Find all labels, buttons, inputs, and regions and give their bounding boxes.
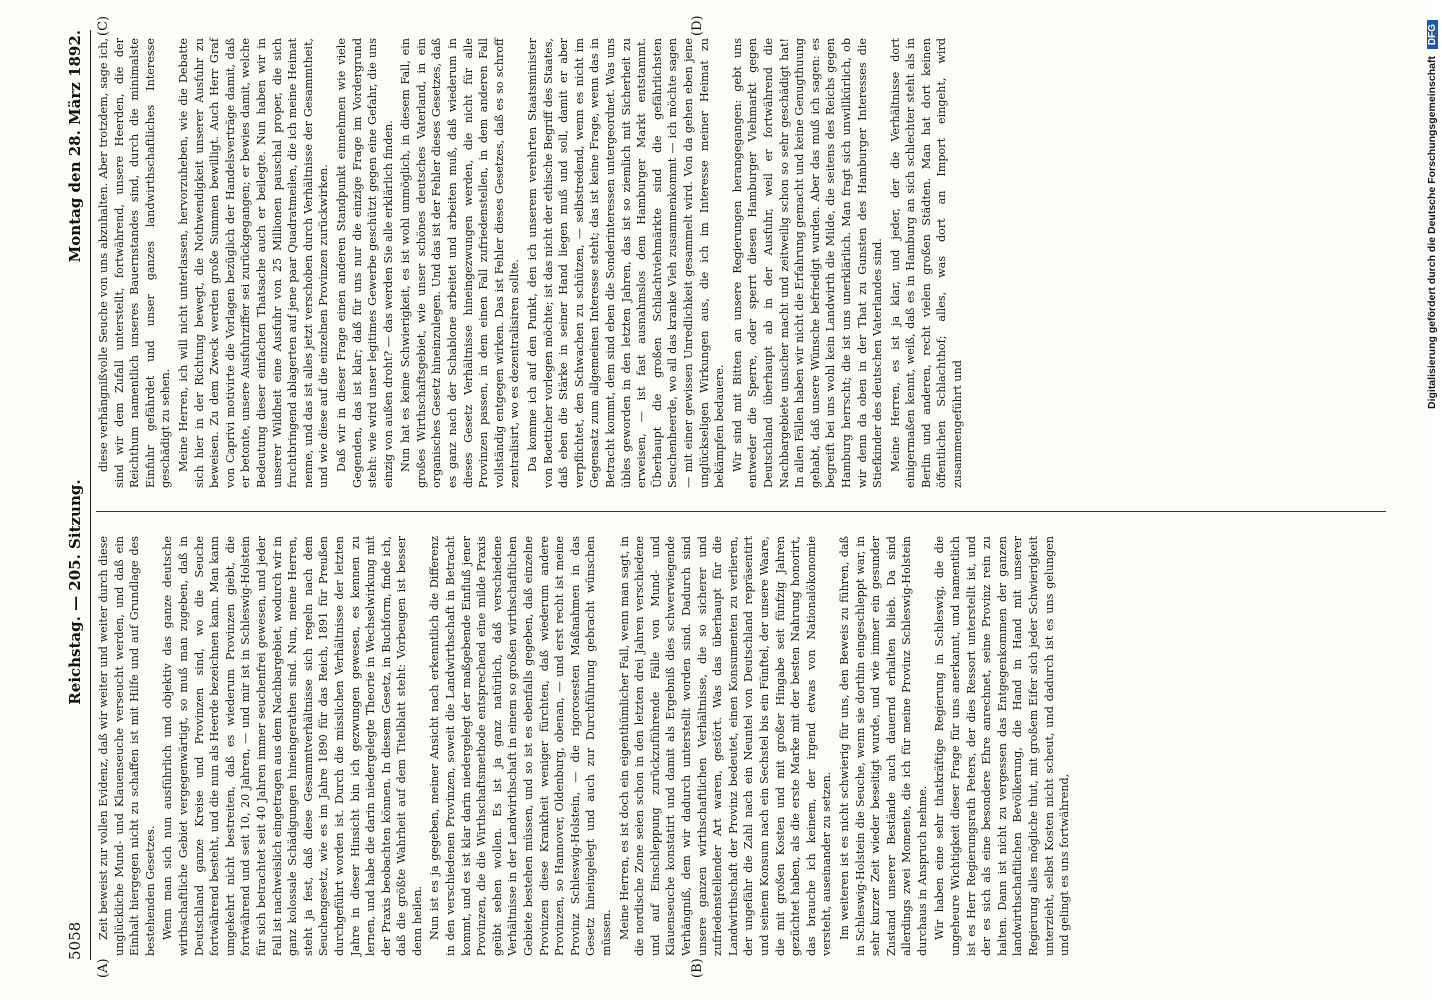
page-number: 5058	[66, 921, 84, 960]
page-header	[62, 30, 88, 960]
paragraph: diese verhängnißvolle Seuche von uns abzuhalten. Aber trotzdem, sage ich, sind wir dem Zufall unterstellt, fortwährend, unsere Heerden, die der Reichthum namentlich unseres Bauernstandes sind, durch die minimalste Einfuhr gefährdet und unser ganzes landwirthschaftliches Interesse geschädigt zu sehen.	[97, 38, 173, 488]
text-column-left	[96, 536, 1416, 956]
paragraph: Wenn man sich nun ausführlich und objektiv das ganze deutsche wirthschaftliche Gebiet vergegenwärtigt, so muß man zugeben, daß in Deutschland ganze Kreise und Provinzen sind, wo die Seuche fortwährend besteht, und die nun als Heerde bezeichnen kann. Man kann umgekehrt nicht bestreiten, daß es wiederum Provinzen giebt, die fortwährend und seit 10, 20 Jahren, — und mir ist in Schleswig-Holstein für sich betrachtet seit 40 Jahren immer seuchenfrei gewesen, und jeder Fall ist nachweislich eingetragen aus dem Nachbargebiet, wodurch wir in ganz kolossale Schädigungen hineingerathen sind. Nun, meine Herren, steht ja fest, daß diese Gesammtverhältnisse sich regeln nach dem Seuchengesetz, wie es im Jahre 1890 für das Reich, 1891 für Preußen durchgeführt worden ist. Durch die misslichen Verhältnisse der letzten Jahre in dieser Hinsicht bin ich gezwungen gewesen, es kennen zu lernen, und habe die darin niedergelegte Theorie in Wechselwirkung mit der Praxis beobachten können. In diesem Gesetz, in Buchform, finde ich, daß die größte Wahrheit auf dem Titelblatt steht: Vorbeugen ist besser denn heilen.	[161, 536, 424, 956]
paragraph: Nun ist es ja gegeben, meiner Ansicht nach erkenntlich die Differenz in den verschiedenen Provinzen, soweit die Landwirthschaft in Betracht kommt, und es ist klar darin niedergelegt der maßgebende Einfluß jener Provinzen, die die Wirthschaftsmethode entsprechend eine milde Praxis geübt sehen wollen. Es ist ja ganz natürlich, daß verschiedene Verhältnisse in der Landwirthschaft in einem so großen wirthschaftlichen Gebiete bestehen müssen, und so ist es ebenfalls gegeben, daß einzelne Provinzen diese Krankheit weniger fürchten, daß wiederum andere Provinzen, so Hannover, Oldenburg, obenan, — und erst recht ist meine Provinz Schleswig-Holstein, — die rigorosesten Maßnahmen in das Gesetz hineingelegt und auch zur Durchführung gebracht wünschen müssen.	[428, 536, 613, 956]
paragraph: Im weiteren ist es nicht schwierig für uns, den Beweis zu führen, daß in Schleswig-Holstein die Seuche, wenn sie dorthin eingeschleppt war, in sehr kurzer Zeit wieder beseitigt wurde, und wie immer ein gesunder Zustand unserer Bestände auch dauernd erhalten blieb. Da sind allerdings zwei Momente, die ich für meine Provinz Schleswig-Holstein durchaus in Anspruch nehme.	[837, 536, 929, 956]
marker-d: (D)	[690, 15, 705, 36]
paragraph: Meine Herren, ich will nicht unterlassen, hervorzuheben, wie die Debatte sich hier in der Richtung bewegt, die Nothwendigkeit unserer Ausfuhr zu beweisen. Zu dem Zweck werden große Summen bewilligt. Auch Herr Graf von Caprivi motivirte die Vorlagen bezüglich der Handelsverträge damit, daß er betonte, unsere Ausfuhrziffer sei zurückgegangen; er bewies damit, welche Bedeutung dieser einfachen Thatsache auch er beilegte. Nun haben wir in unserer Wildheit eine Ausfuhr von 25 Millionen pauschal proper, die sich fruchtbringend ablagerten auf jene paar Quadratmeilen, die ich meine Heimat nenne, und das ist alles jetzt verschoben durch Verhältnisse der Gesammtheit, und wie diese auf die einzelnen Provinzen zurückwirken.	[176, 38, 331, 488]
marker-b: (B)	[690, 958, 705, 978]
session-title: Reichstag. — 205. Sitzung.	[66, 479, 84, 705]
paragraph: Wir sind mit Bitten an unsere Regierungen herangegangen: gebt uns entweder die Sperre, oder sperrt diesen Hamburger Viehmarkt gegen Deutschland überhaupt ab in der Ausfuhr, weil er fortwährend die Nachbargebiete unsicher macht und zeitweilig schon so sehr geschädigt hat! In allen Fällen haben wir nicht die Erfahrung gemacht und keine Genugthuung gehabt, daß unsere Wünsche befriedigt wurden. Aber das muß ich sagen: es begreift bei uns wohl kein Landwirth die Milde, die seitens des Reichs gegen Hamburg herrscht; die ist uns unerklärlich. Man fragt sich unwillkürlich, ob wir denn da oben in der That zu Gunsten des Hamburger Interesses die Stiefkinder des deutschen Vaterlandes sind.	[730, 38, 885, 488]
digitization-footer	[1410, 20, 1438, 980]
paragraph: Da komme ich auf den Punkt, den ich unserem verehrten Staatsminister von Boetticher vorlegen möchte; ist das nicht der ethische Begriff des Staates, daß eben die Stärke in seiner Hand liegen muß und soll, damit er aber verpflichtet, den Schwachen zu schützen, — selbstredend, wenn es nicht im Gegensatz zum allgemeinen Interesse steht; das ist keine Frage, wenn das in Betracht kommt, dem sind eben die Sonderinteressen untergeordnet. Was uns übles geworden in den letzten Jahren, das ist so ziemlich mit Sicherheit zu erweisen, — ist fast ausnahmslos dem Hamburger Markt entstammt. Überhaupt die großen Schlachtviehmärkte sind die gefährlichsten Seuchenheerde, wo all das kranke Vieh zusammenkommt — ich möchte sagen — mit einer gewissen Unredlichkeit gesammelt wird. Von da gehen eben jene unglückseligen Wirkungen aus, die ich im Interesse meiner Heimat zu bekämpfen bedauere.	[526, 38, 727, 488]
session-date: Montag den 28. März 1892.	[66, 30, 84, 263]
header-rule	[90, 30, 91, 960]
paragraph: Wir haben eine sehr thatkräftige Regierung in Schleswig, die die ungeheure Wichtigkeit dieser Frage für uns anerkannt, und namentlich ist es Herr Regierungsrath Peters, der dies Ressort unterstellt ist, und der es sich als eine besondere Ehre anrechnet, seine Provinz rein zu halten. Dann ist nicht zu vergessen das Entgegenkommen der ganzen landwirthschaftlichen Bevölkerung, die Hand in Hand mit unserer Regierung alles mögliche thut, mit großem Eifer sich jeder Schwierigkeit unterzieht, selbst Kosten nicht scheut, und dadurch ist es uns gelungen und gelingt es uns fortwährend,	[933, 536, 1072, 956]
text-column-right	[96, 38, 1416, 488]
footer-credit: Digitalisierung gefördert durch die Deutsche Forschungsgemeinschaft	[1426, 56, 1438, 410]
marker-c: (C)	[96, 15, 111, 36]
paragraph: Zeit beweist zur vollen Evidenz, daß wir weiter und weiter durch diese unglückliche Mund- und Klauenseuche verseucht werden, und daß ein Einhalt hiergegen nicht zu schaffen ist mit Hilfe und auf Grundlage des bestehenden Gesetzes.	[97, 536, 157, 956]
paragraph: Daß wir in dieser Frage einen anderen Standpunkt einnehmen wie viele Gegenden, das ist klar; daß für uns nur die einzige Frage im Vordergrund steht: wie wird unser legitimes Gewerbe geschützt gegen eine Gefahr, die uns einzig von außen droht? — das werden Sie alle erklärlich finden.	[334, 38, 395, 488]
column-divider	[96, 511, 1386, 512]
paragraph: Nun hat es keine Schwierigkeit, es ist wohl unmöglich, in diesem Fall, ein großes Wirthschaftsgebiet, wie unser schönes deutsches Vaterland, in ein organisches Gesetz hineinzulegen. Und das ist der Fehler dieses Gesetzes, daß es ganz nach der Schablone arbeitet und arbeiten muß, daß wiederum in dieses Gesetz Verhältnisse hineingezwungen werden, die nicht für alle Provinzen passen, in dem einen Fall zufriedenstellen, in dem anderen Fall vollständig entgegen wirken. Das ist Fehler dieses Gesetzes, daß es so schroff zentralisirt, wo es dezentralisiren sollte.	[399, 38, 522, 488]
marker-a: (A)	[96, 958, 111, 978]
paragraph: Meine Herren, es ist doch ein eigenthümlicher Fall, wenn man sagt, in die nordische Zone seien schon in den letzten drei Jahren verschiedene und auf Einschleppung zurückzuführende Fälle von Mund- und Klauenseuche konstatirt und damit als Ergebniß dies schwerwiegende Verhängniß, dem wir dadurch unterstellt worden sind. Dadurch sind unsere ganzen wirthschaftlichen Verhältnisse, die so sicherer und zufriedenstellender Art waren, gestört. Was das überhaupt für die Landwirthschaft der Provinz bedeutet, einen Konsumenten zu verlieren, der ungefähr die Zahl nach ein Neuntel von Deutschland repräsentirt und seinem Konsum nach ein Sechstel bis ein Fünftel, der unsere Waare, die mit großen Kosten und mit großer Hingabe seit fünfzig Jahren gezüchtet haben, als die erste Marke mit der besten Nahrung honorirt, das brauche ich keinem, der irgend etwas von Nationalökonomie versteht, auseinander zu setzen.	[617, 536, 834, 956]
dfg-logo: DFG	[1427, 20, 1438, 49]
paragraph: Meine Herren, es ist ja klar, und jeder, der die Verhältnisse dort einigermaßen kennt, weiß, daß es in Hamburg an sich schlechter steht als in Berlin und anderen, recht vielen großen Städten. Man hat dort keinen öffentlichen Schlachthof; alles, was dort an Import eingeht, wird zusammengeführt und	[888, 38, 965, 488]
